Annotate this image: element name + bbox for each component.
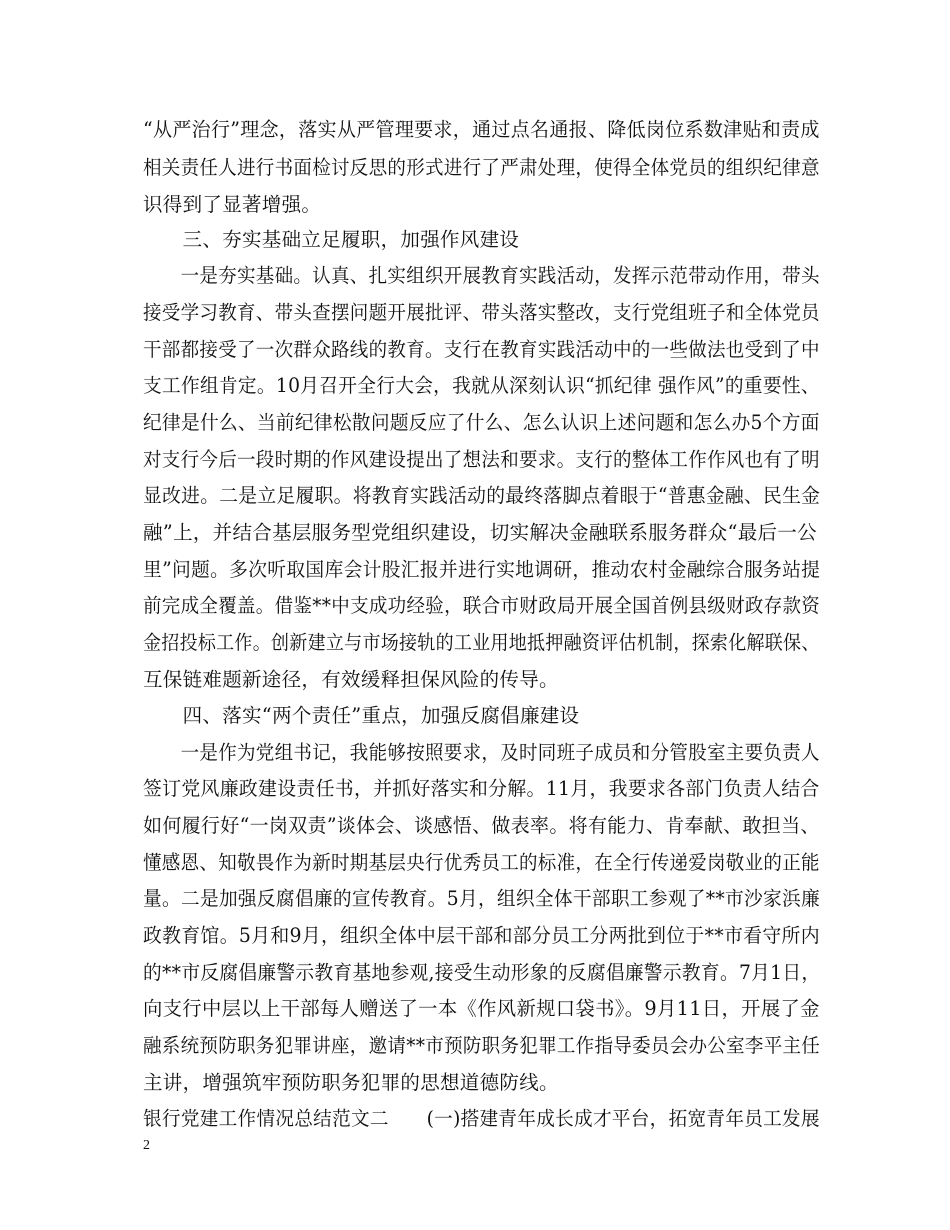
- body-text-line: 签订党风廉政建设责任书，并抓好落实和分解。11月，我要求各部门负责人结合: [143, 777, 820, 800]
- section-heading: 四、落实“两个责任”重点，加强反腐倡廉建设: [143, 704, 580, 727]
- body-text-line: 懂感恩、知敬畏作为新时期基层央行优秀员工的标准，在全行传递爱岗敬业的正能: [143, 851, 820, 874]
- body-text-line: 接受学习教育、带头查摆问题开展批评、带头落实整改，支行党组班子和全体党员: [143, 301, 820, 324]
- body-text-line: 的**市反腐倡廉警示教育基地参观,接受生动形象的反腐倡廉警示教育。7月1日，: [143, 961, 821, 984]
- body-text-line: 干部都接受了一次群众路线的教育。支行在教育实践活动中的一些做法也受到了中: [143, 338, 820, 361]
- body-text-line: 前完成全覆盖。借鉴**中支成功经验，联合市财政局开展全国首例县级财政存款资: [143, 594, 821, 617]
- page-number: 2: [143, 1138, 150, 1153]
- body-text-line: 相关责任人进行书面检讨反思的形式进行了严肃处理，使得全体党员的组织纪律意: [143, 156, 820, 179]
- body-text-line: 纪律是什么、当前纪律松散问题反应了什么、怎么认识上述问题和怎么办5个方面: [143, 411, 820, 434]
- body-text-line: 支工作组肯定。10月召开全行大会，我就从深刻认识“抓纪律 强作风”的重要性、: [143, 374, 820, 397]
- body-text-line: 识得到了显著增强。: [143, 193, 322, 216]
- body-text-line: 主讲，增强筑牢预防职务犯罪的思想道德防线。: [143, 1071, 559, 1094]
- body-text-line: 融”上，并结合基层服务型党组织建设，切实解决金融联系服务群众“最后一公: [143, 521, 817, 544]
- body-text-line: 互保链难题新途径，有效缓释担保风险的传导。: [143, 668, 559, 691]
- body-text-line: “从严治行”理念，落实从严管理要求，通过点名通报、降低岗位系数津贴和责成: [143, 118, 820, 141]
- body-text-line: 向支行中层以上干部每人赠送了一本《作风新规口袋书》。9月11日，开展了金: [143, 997, 820, 1020]
- body-text-line: 融系统预防职务犯罪讲座，邀请**市预防职务犯罪工作指导委员会办公室李平主任: [143, 1034, 821, 1057]
- body-text-line: 银行党建工作情况总结范文二 (一)搭建青年成长成才平台，拓宽青年员工发展: [143, 1107, 820, 1130]
- body-text-line: 一是作为党组书记，我能够按照要求，及时同班子成员和分管股室主要负责人: [143, 741, 820, 764]
- body-text-line: 政教育馆。5月和9月，组织全体中层干部和部分员工分两批到位于**市看守所内: [143, 924, 820, 947]
- body-text-line: 金招投标工作。创新建立与市场接轨的工业用地抵押融资评估机制，探索化解联保、: [143, 631, 820, 654]
- body-text-line: 对支行今后一段时期的作风建设提出了想法和要求。支行的整体工作作风也有了明: [143, 448, 820, 471]
- section-heading: 三、夯实基础立足履职，加强作风建设: [143, 228, 520, 251]
- body-text-line: 如何履行好“一岗双责”谈体会、谈感悟、做表率。将有能力、肯奉献、敢担当、: [143, 814, 820, 837]
- body-text-line: 显改进。二是立足履职。将教育实践活动的最终落脚点着眼于“普惠金融、民生金: [143, 484, 821, 507]
- body-text-line: 一是夯实基础。认真、扎实组织开展教育实践活动，发挥示范带动作用，带头: [143, 264, 820, 287]
- body-text-line: 量。二是加强反腐倡廉的宣传教育。5月，组织全体干部职工参观了**市沙家浜廉: [143, 887, 820, 910]
- body-text-line: 里”问题。多次听取国库会计股汇报并进行实地调研，推动农村金融综合服务站提: [143, 558, 821, 581]
